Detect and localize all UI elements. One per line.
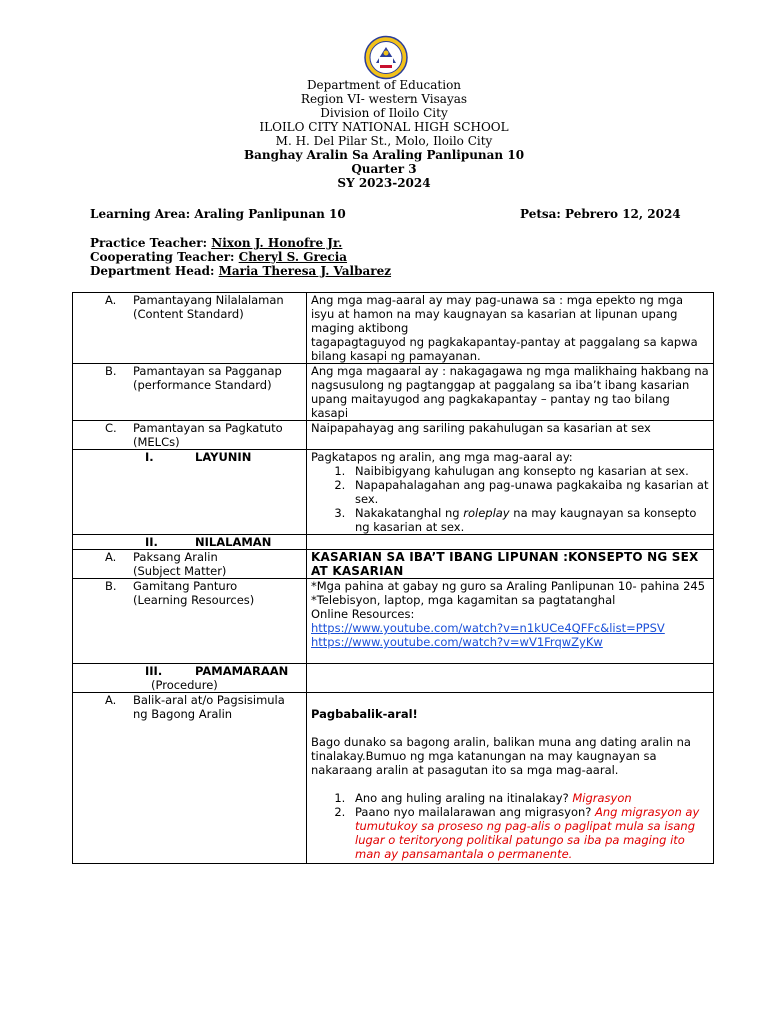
document-header <box>0 78 768 190</box>
row-letter: B. <box>105 364 117 378</box>
subject-matter-text: KASARIAN SA IBA’T IBANG LIPUNAN :KONSEPTO NG SEX AT KASARIAN <box>311 550 699 578</box>
row-letter: A. <box>105 693 117 707</box>
header-region: Region VI- western Visayas <box>300 92 468 106</box>
table-row <box>73 293 714 364</box>
row-label: Pamantayan sa Pagkatuto <box>133 421 283 435</box>
row-sublabel: (Learning Resources) <box>133 593 255 607</box>
deped-seal-logo <box>351 35 421 80</box>
list-item: 2. Paano nyo mailalarawan ang migrasyon? Ang migrasyon ay tumutukoy sa proseso ng pag-alis o paglipat mula sa isang lugar o teritoryong politikal patungo sa iba pa maging ito man ay pansamantala o permanente. <box>349 805 709 861</box>
review-questions <box>311 791 709 861</box>
resources-line: *Mga pahina at gabay ng guro sa Araling Panlipunan 10- pahina 245 <box>311 579 706 593</box>
performance-standard-text: Ang mga magaaral ay : nakagagawa ng mga malikhaing hakbang na nagsusulong ng pagtanggap at paggalang sa iba’t ibang kasarian upang maitayugod ang pagkakapantay – pantay ng tao bilang kasapi <box>311 364 709 420</box>
practice-teacher-label: Practice Teacher: <box>90 236 208 250</box>
table-row <box>73 550 714 579</box>
row-label: Pamantayan sa Pagganap <box>133 364 282 378</box>
header-school-year: SY 2023-2024 <box>337 176 431 190</box>
section-subtitle: (Procedure) <box>151 678 218 692</box>
table-row <box>73 450 714 535</box>
row-sublabel: (Content Standard) <box>133 307 244 321</box>
row-letter: B. <box>105 579 117 593</box>
row-label: Paksang Aralin <box>133 550 218 564</box>
resource-link-1[interactable]: https://www.youtube.com/watch?v=n1kUCe4QFFc&list=PPSV <box>311 621 665 635</box>
practice-teacher-line <box>90 236 342 250</box>
table-row <box>73 535 714 550</box>
row-sublabel: (performance Standard) <box>133 378 272 392</box>
table-row <box>73 693 714 864</box>
header-department: Department of Education <box>306 78 462 92</box>
section-title: LAYUNIN <box>195 450 252 464</box>
resources-line: *Telebisyon, laptop, mga kagamitan sa pagtatanghal <box>311 593 616 607</box>
row-label: Pamantayang Nilalalaman <box>133 293 284 307</box>
review-paragraph: Bago dunako sa bagong aralin, balikan muna ang dating aralin na tinalakay.Bumuo ng mga katanungan na may kaugnayan sa nakaraang aralin at pasagutan ito sa mga mag-aaral. <box>311 735 691 777</box>
melcs-text: Naipapahayag ang sariling pakahulugan sa kasarian at sex <box>311 421 651 435</box>
table-row <box>73 421 714 450</box>
answer-text: Ang migrasyon ay tumutukoy sa proseso ng pag-alis o paglipat mula sa isang lugar o teritoryong politikal patungo sa iba pa maging ito man ay pansamantala o permanente. <box>355 805 700 861</box>
section-number: II. <box>145 535 158 549</box>
online-resources-label: Online Resources: <box>311 607 415 621</box>
table-row <box>73 664 714 693</box>
section-number: I. <box>145 450 154 464</box>
department-head-label: Department Head: <box>90 264 215 278</box>
department-head-name: Maria Theresa J. Valbarez <box>218 264 392 278</box>
list-item: 1. Naibibigyang kahulugan ang konsepto ng kasarian at sex. <box>349 464 709 478</box>
learning-area: Learning Area: Araling Panlipunan 10 <box>90 207 346 221</box>
content-standard-text: Ang mga mag-aaral ay may pag-unawa sa : mga epekto ng mga isyu at hamon na may kaugnayan sa kasarian at lipunan upang maging aktibong <box>311 293 684 335</box>
header-address: M. H. Del Pilar St., Molo, Iloilo City <box>275 134 493 148</box>
row-sublabel: (Subject Matter) <box>133 564 227 578</box>
row-letter: C. <box>105 421 117 435</box>
review-heading: Pagbabalik-aral! <box>311 707 418 721</box>
section-title: NILALAMAN <box>195 535 272 549</box>
list-item: 2. Napapahalagahan ang pag-unawa pagkakaiba ng kasarian at sex. <box>349 478 709 506</box>
header-title: Banghay Aralin Sa Araling Panlipunan 10 <box>243 148 525 162</box>
list-item: 1. Ano ang huling araling na itinalakay? Migrasyon <box>349 791 709 805</box>
objectives-list <box>311 464 709 534</box>
list-item: 3. Nakakatanghal ng roleplay na may kaugnayan sa konsepto ng kasarian at sex. <box>349 506 709 534</box>
row-label: Gamitang Panturo <box>133 579 238 593</box>
date: Petsa: Pebrero 12, 2024 <box>520 207 681 221</box>
header-quarter: Quarter 3 <box>351 162 417 176</box>
cooperating-teacher-line <box>90 250 347 264</box>
table-row <box>73 579 714 664</box>
lesson-plan-table <box>72 292 714 864</box>
content-standard-text-2: tagapagtaguyod ng pagkakapantay-pantay at paggalang sa kapwa bilang kasapi ng pamayanan. <box>311 335 698 363</box>
section-title: PAMAMARAAN <box>195 664 289 678</box>
table-row <box>73 364 714 421</box>
row-letter: A. <box>105 550 117 564</box>
department-head-line <box>90 264 391 278</box>
resource-link-2[interactable]: https://www.youtube.com/watch?v=wV1FrqwZyKw <box>311 635 603 649</box>
header-school: ILOILO CITY NATIONAL HIGH SCHOOL <box>259 120 509 134</box>
header-division: Division of Iloilo City <box>320 106 448 120</box>
row-letter: A. <box>105 293 117 307</box>
section-number: III. <box>145 664 163 678</box>
row-label: Balik-aral at/o Pagsisimula ng Bagong Aralin <box>133 693 285 721</box>
answer-text: Migrasyon <box>572 791 632 805</box>
cooperating-teacher-name: Cheryl S. Grecia <box>238 250 348 264</box>
cooperating-teacher-label: Cooperating Teacher: <box>90 250 235 264</box>
row-sublabel: (MELCs) <box>133 435 180 449</box>
objectives-intro: Pagkatapos ng aralin, ang mga mag-aaral ay: <box>311 450 573 464</box>
practice-teacher-name: Nixon J. Honofre Jr. <box>211 236 343 250</box>
